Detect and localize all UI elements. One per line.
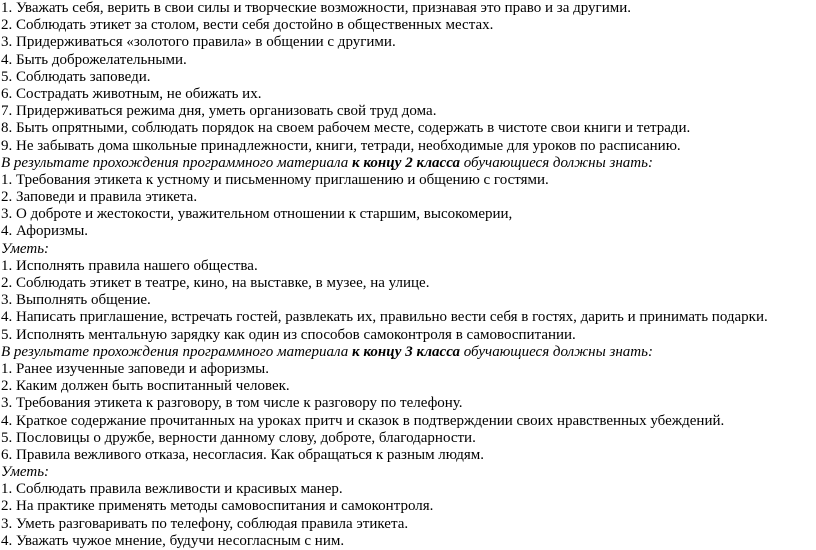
list-item: 1. Исполнять правила нашего общества. <box>1 257 258 274</box>
list-item: 4. Краткое содержание прочитанных на уроках притч и сказок в подтверждении своих нравственных убеждений. <box>1 412 725 429</box>
grade2-heading-bold: к концу 2 класса <box>352 154 460 171</box>
list-item: 1. Ранее изученные заповеди и афоризмы. <box>1 360 269 377</box>
grade3-able-label: Уметь: <box>1 464 50 481</box>
list-item: 7. Придерживаться режима дня, уметь организовать свой труд дома. <box>1 103 437 120</box>
grade3-section <box>1 344 816 550</box>
grade3-heading <box>1 344 816 361</box>
list-item: 2. На практике применять методы самовоспитания и самоконтроля. <box>1 498 434 515</box>
list-item: 5. Соблюдать заповеди. <box>1 68 151 85</box>
list-item: 4. Быть доброжелательными. <box>1 51 187 68</box>
list-item: 1. Требования этикета к устному и письменному приглашению и общению с гостями. <box>1 171 549 188</box>
list-item: 3. О доброте и жестокости, уважительном отношении к старшим, высокомерии, <box>1 206 513 223</box>
list-item: 5. Исполнять ментальную зарядку как один из способов самоконтроля в самовоспитании. <box>1 326 576 343</box>
list-item: 9. Не забывать дома школьные принадлежности, книги, тетради, необходимые для уроков по расписанию. <box>1 137 681 154</box>
list-item: 8. Быть опрятными, соблюдать порядок на своем рабочем месте, содержать в чистоте свои книги и тетради. <box>1 120 691 137</box>
list-item: 2. Заповеди и правила этикета. <box>1 189 198 206</box>
list-item: 2. Соблюдать этикет за столом, вести себя достойно в общественных местах. <box>1 17 494 34</box>
list-item: 2. Каким должен быть воспитанный человек. <box>1 378 290 395</box>
list-item: 2. Соблюдать этикет в театре, кино, на выставке, в музее, на улице. <box>1 275 430 291</box>
list-item: 4. Написать приглашение, встречать гостей, развлекать их, правильно вести себя в гостях, дарить и принимать подарки. <box>1 309 768 326</box>
grade2-heading <box>1 155 816 172</box>
list-item: 5. Пословицы о дружбе, верности данному слову, доброте, благодарности. <box>1 429 476 446</box>
list-item: 6. Правила вежливого отказа, несогласия. Как обращаться к разным людям. <box>1 446 485 463</box>
grade3-heading-bold: к концу 3 класса <box>352 343 460 360</box>
list-item: 3. Придерживаться «золотого правила» в общении с другими. <box>1 34 396 51</box>
list-item: 3. Выполнять общение. <box>1 292 151 309</box>
top-list <box>1 0 816 155</box>
grade2-heading-post: обучающиеся должны знать: <box>459 154 653 171</box>
list-item: 4. Уважать чужое мнение, будучи несогласным с ним. <box>1 532 345 549</box>
list-item: 4. Афоризмы. <box>1 223 89 240</box>
list-item: 6. Сострадать животным, не обижать их. <box>1 85 262 102</box>
grade3-heading-pre: В результате прохождения программного материала <box>1 343 353 360</box>
grade3-heading-post: обучающиеся должны знать: <box>459 343 653 360</box>
list-item: 1. Соблюдать правила вежливости и красивых манер. <box>1 481 343 498</box>
list-item: 1. Уважать себя, верить в свои силы и творческие возможности, признавая это право и за другими. <box>1 0 631 16</box>
grade2-able-label: Уметь: <box>1 240 50 257</box>
grade2-section <box>1 155 816 344</box>
list-item: 3. Требования этикета к разговору, в том числе к разговору по телефону. <box>1 395 463 412</box>
list-item: 3. Уметь разговаривать по телефону, соблюдая правила этикета. <box>1 515 409 532</box>
grade2-heading-pre: В результате прохождения программного материала <box>1 154 353 171</box>
